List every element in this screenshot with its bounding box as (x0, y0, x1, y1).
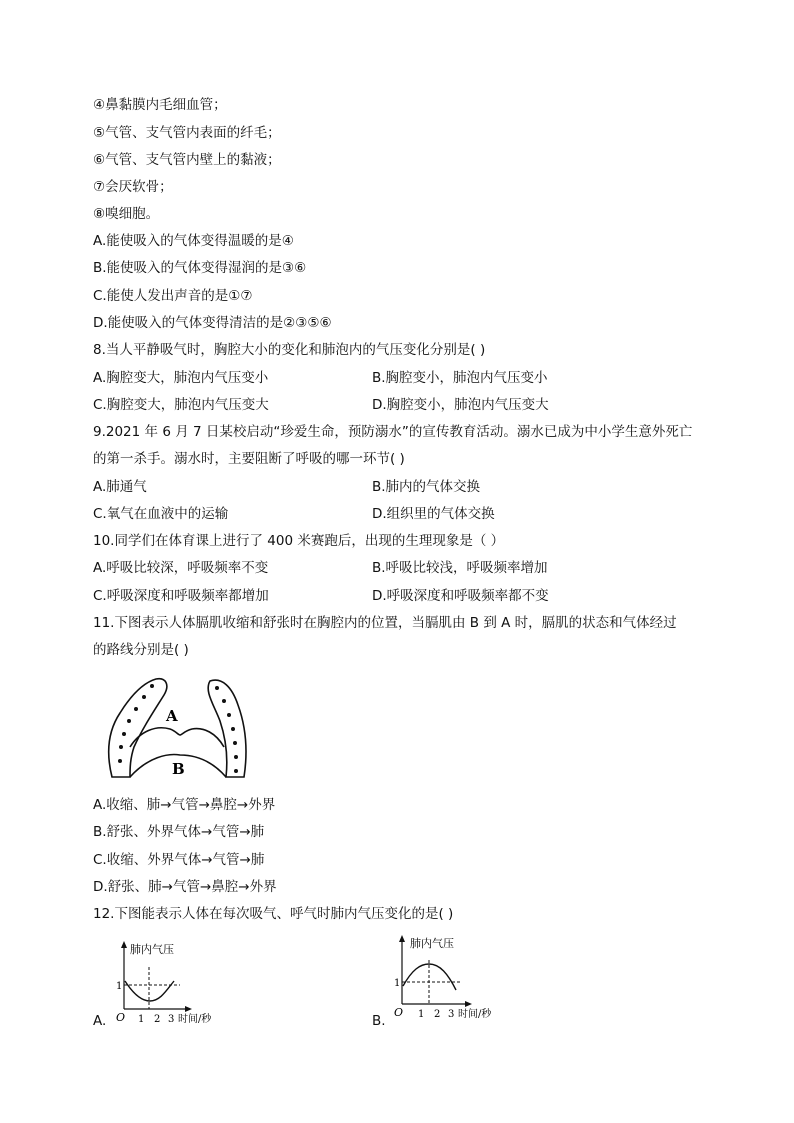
item-7: ⑦会厌软骨； (93, 179, 173, 195)
item-4: ④鼻黏膜内毛细血管； (93, 97, 227, 113)
q11-option-a: A.收缩、肺→气管→鼻腔→外界 (93, 797, 276, 813)
diaphragm-figure (100, 673, 260, 785)
q12-option-b-label: B. (372, 1013, 386, 1029)
graph-b-xlabel: 时间/秒 (458, 1009, 492, 1020)
graph-a-origin: O (116, 1011, 126, 1024)
q10-stem: 10.同学们在体育课上进行了 400 米赛跑后，出现的生理现象是（ ） (93, 533, 505, 549)
q9-option-a: A.肺通气 (93, 479, 147, 495)
graph-b-tick-3: 3 (448, 1009, 455, 1020)
q9-option-b: B.肺内的气体交换 (372, 479, 481, 495)
item-8: ⑧嗅细胞。 (93, 206, 160, 222)
graph-a (110, 937, 220, 1027)
item-5: ⑤气管、支气管内表面的纤毛； (93, 125, 281, 141)
q7-option-d: D.能使吸入的气体变得清洁的是②③⑤⑥ (93, 315, 332, 331)
q7-option-b: B.能使吸入的气体变得湿润的是③⑥ (93, 260, 307, 276)
item-6: ⑥气管、支气管内壁上的黏液； (93, 152, 281, 168)
q8-option-a: A.胸腔变大，肺泡内气压变小 (93, 370, 269, 386)
q8-option-c: C.胸腔变大，肺泡内气压变大 (93, 397, 269, 413)
graph-b-y-arrow (399, 935, 405, 942)
graph-a-tick-2: 2 (154, 1014, 161, 1025)
graph-a-ylabel: 肺内气压 (130, 943, 174, 956)
q11-stem-line2: 的路线分别是( ) (93, 642, 189, 658)
q11-option-c: C.收缩、外界气体→气管→肺 (93, 852, 265, 868)
q12-option-a-label: A. (93, 1013, 107, 1029)
q9-option-d: D.组织里的气体交换 (372, 506, 495, 522)
q10-option-d: D.呼吸深度和呼吸频率都不变 (372, 588, 549, 604)
q8-option-b: B.胸腔变小，肺泡内气压变小 (372, 370, 548, 386)
diaphragm-a-curve (130, 728, 224, 747)
left-rib-dots (118, 684, 154, 763)
label-a: A (166, 707, 178, 725)
graph-a-xlabel: 时间/秒 (178, 1014, 212, 1025)
q10-option-a: A.呼吸比较深，呼吸频率不变 (93, 560, 269, 576)
graph-a-tick-3: 3 (168, 1014, 175, 1025)
q12-stem: 12.下图能表示人体在每次吸气、呼气时肺内气压变化的是( ) (93, 906, 454, 922)
q7-option-c: C.能使人发出声音的是①⑦ (93, 288, 253, 304)
graph-b (388, 930, 513, 1022)
right-rib-shape (208, 680, 246, 777)
q10-option-b: B.呼吸比较浅，呼吸频率增加 (372, 560, 548, 576)
graph-b-origin: O (394, 1006, 404, 1019)
q8-option-d: D.胸腔变小，肺泡内气压变大 (372, 397, 549, 413)
graph-b-x-arrow (465, 1001, 472, 1007)
q7-option-a: A.能使吸入的气体变得温暖的是④ (93, 233, 294, 249)
graph-a-y-arrow (121, 941, 127, 948)
graph-a-ytick: 1 (116, 981, 123, 992)
graph-a-tick-1: 1 (138, 1014, 145, 1025)
graph-a-x-arrow (185, 1006, 192, 1012)
q11-option-b: B.舒张、外界气体→气管→肺 (93, 824, 265, 840)
q9-stem-line1: 9.2021 年 6 月 7 日某校启动“珍爱生命，预防溺水”的宣传教育活动。溺水已成为中小学生意外死亡 (93, 424, 693, 440)
q9-option-c: C.氧气在血液中的运输 (93, 506, 229, 522)
q10-option-c: C.呼吸深度和呼吸频率都增加 (93, 588, 269, 604)
graph-b-tick-2: 2 (434, 1009, 441, 1020)
graph-b-ylabel: 肺内气压 (410, 937, 454, 950)
q9-stem-line2: 的第一杀手。溺水时，主要阻断了呼吸的哪一环节( ) (93, 451, 405, 467)
graph-b-tick-1: 1 (418, 1009, 425, 1020)
q8-stem: 8.当人平静吸气时，胸腔大小的变化和肺泡内的气压变化分别是( ) (93, 342, 486, 358)
q11-stem-line1: 11.下图表示人体膈肌收缩和舒张时在胸腔内的位置，当膈肌由 B 到 A 时，膈肌的状态和气体经过 (93, 615, 677, 631)
label-b: B (172, 760, 185, 778)
graph-b-ytick: 1 (394, 978, 401, 989)
q11-option-d: D.舒张、肺→气管→鼻腔→外界 (93, 879, 277, 895)
